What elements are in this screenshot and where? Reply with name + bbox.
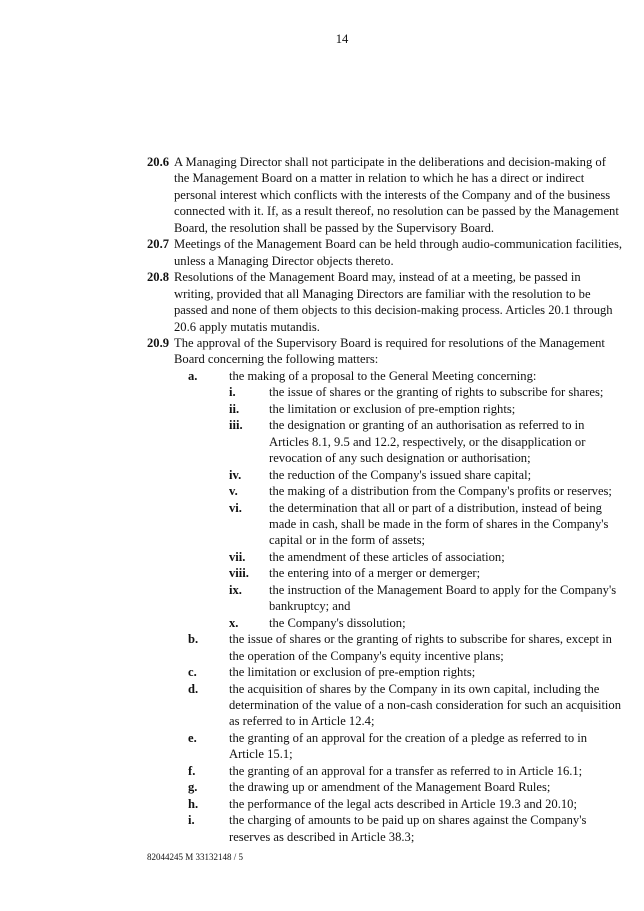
roman-sub-item [147, 615, 623, 631]
article-20-8 [147, 269, 623, 335]
item-text: the determination that all or part of a distribution, instead of being made in cash, shall be made in the form of shares in the Company's capital or in the form of assets; [269, 500, 609, 548]
item-label: a. [188, 368, 198, 383]
item-text: the Company's dissolution; [269, 615, 406, 630]
item-label: f. [188, 763, 196, 778]
item-text: the acquisition of shares by the Company in its own capital, including the determination of the value of a non-cash consideration for such an acquisition as referred to in Article 12.4; [229, 681, 622, 729]
item-label: e. [188, 730, 197, 745]
lettered-item [147, 796, 623, 812]
document-body [147, 154, 623, 845]
item-text: the performance of the legal acts described in Article 19.3 and 20.10; [229, 796, 577, 811]
lettered-item [147, 763, 623, 779]
item-label: iv. [229, 467, 242, 482]
roman-list [147, 384, 623, 631]
item-text: the drawing up or amendment of the Management Board Rules; [229, 780, 551, 795]
article-number: 20.9 [147, 335, 170, 350]
lettered-item [147, 812, 623, 845]
article-text: Meetings of the Management Board can be held through audio-communication facilities, unless a Managing Director objects thereto. [174, 237, 622, 268]
item-text: the issue of shares or the granting of rights to subscribe for shares; [269, 385, 604, 400]
item-text: the limitation or exclusion of pre-emption rights; [269, 401, 516, 416]
item-label: vi. [229, 500, 242, 515]
article-text: The approval of the Supervisory Board is required for resolutions of the Management Board concerning the following matters: [174, 335, 605, 367]
letter-list [147, 631, 623, 845]
lettered-item [147, 681, 623, 730]
roman-sub-item [147, 500, 623, 549]
item-label: i. [229, 385, 236, 400]
roman-sub-item [147, 565, 623, 581]
roman-sub-item [147, 483, 623, 499]
item-label: vii. [229, 549, 246, 564]
item-text: the charging of amounts to be paid up on shares against the Company's reserves as described in Article 38.3; [229, 813, 587, 844]
item-label: ii. [229, 401, 240, 416]
item-label: c. [188, 665, 197, 680]
item-label: i. [188, 813, 195, 828]
item-text: the reduction of the Company's issued share capital; [269, 467, 532, 482]
lettered-item [147, 779, 623, 795]
item-label: viii. [229, 566, 249, 581]
item-text: the making of a distribution from the Company's profits or reserves; [269, 484, 612, 499]
item-text: the limitation or exclusion of pre-emption rights; [229, 665, 476, 680]
page-number: 14 [335, 32, 349, 46]
lettered-item [147, 664, 623, 680]
item-text: the making of a proposal to the General Meeting concerning: [229, 368, 537, 383]
sub-item-a [147, 368, 623, 384]
item-label: d. [188, 681, 199, 696]
item-text: the designation or granting of an authorisation as referred to in Articles 8.1, 9.5 and 12.2, respectively, or the disapplication or revocation of any such designation or authorisation; [269, 418, 586, 466]
article-20-9 [147, 335, 623, 368]
item-label: v. [229, 484, 238, 499]
article-number: 20.6 [147, 155, 170, 169]
roman-sub-item [147, 417, 623, 466]
item-label: g. [188, 780, 198, 795]
article-text: A Managing Director shall not participate in the deliberations and decision-making of the Management Board on a matter in relation to which he has a direct or indirect personal interest which conflicts with the interests of the Company and of the business connected with it. If, as a result thereof, no resolution can be passed by the Management Board, the resolution shall be passed by the Supervisory Board. [174, 155, 619, 235]
item-text: the issue of shares or the granting of rights to subscribe for shares, except in the operation of the Company's equity incentive plans; [229, 632, 612, 663]
item-label: ix. [229, 582, 242, 597]
article-20-6 [147, 154, 623, 236]
item-label: x. [229, 615, 239, 630]
article-20-7 [147, 236, 623, 269]
item-text: the granting of an approval for the creation of a pledge as referred to in Article 15.1; [229, 730, 588, 762]
roman-sub-item [147, 549, 623, 565]
lettered-item [147, 730, 623, 763]
document-reference: 82044245 M 33132148 / 5 [147, 852, 244, 862]
item-text: the entering into of a merger or demerger; [269, 566, 481, 581]
item-label: iii. [229, 418, 243, 433]
item-text: the instruction of the Management Board to apply for the Company's bankruptcy; and [269, 582, 617, 614]
item-label: h. [188, 796, 199, 811]
roman-sub-item [147, 401, 623, 417]
article-number: 20.8 [147, 270, 170, 285]
item-text: the amendment of these articles of association; [269, 549, 505, 564]
item-label: b. [188, 632, 199, 647]
roman-sub-item [147, 384, 623, 400]
lettered-item [147, 631, 623, 664]
item-text: the granting of an approval for a transfer as referred to in Article 16.1; [229, 763, 583, 778]
roman-sub-item [147, 582, 623, 615]
roman-sub-item [147, 467, 623, 483]
article-number: 20.7 [147, 237, 170, 252]
article-text: Resolutions of the Management Board may, instead of at a meeting, be passed in writing, provided that all Managing Directors are familiar with the resolution to be passed and none of them objects to this decision-making process. Articles 20.1 through 20.6 apply mutatis mutandis. [174, 270, 613, 334]
